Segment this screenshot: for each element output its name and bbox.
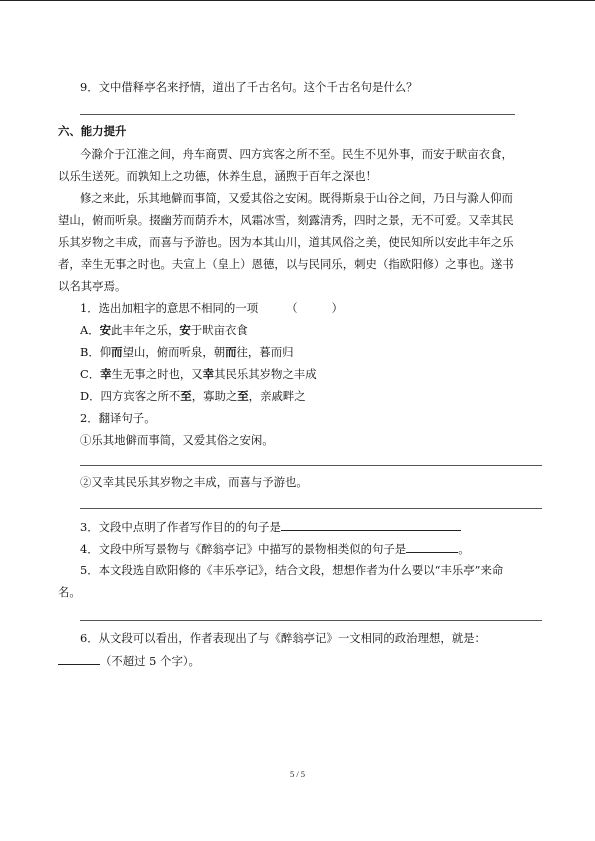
passage-line: 以乐生送死。而孰知上之功德，休养生息，涵煦于百年之深也！ bbox=[58, 169, 377, 183]
translate-sentence-2: ②又幸其民乐其岁物之丰成，而喜与予游也。 bbox=[80, 475, 308, 489]
option-d bbox=[80, 388, 306, 404]
option-b bbox=[80, 344, 293, 360]
translate-sentence-1: ①乐其地僻而事简，又爱其俗之安闲。 bbox=[80, 433, 274, 447]
question-5: 5．本文段选自欧阳修的《丰乐亭记》，结合文段，想想作者为什么要以“丰乐亭”来命 bbox=[80, 563, 504, 577]
option-text: 四方宾客之所不 bbox=[100, 389, 181, 403]
bold-char: 安 bbox=[179, 323, 191, 337]
question-4 bbox=[80, 540, 470, 557]
answer-parentheses: （ ） bbox=[286, 301, 344, 315]
section-heading: 六、能力提升 bbox=[58, 124, 127, 138]
option-text: 仰 bbox=[99, 345, 112, 359]
bold-char: 幸 bbox=[100, 367, 112, 381]
answer-line bbox=[80, 465, 542, 466]
answer-line bbox=[80, 508, 542, 509]
question-3-text: 3．文段中点明了作者写作目的的句子是 bbox=[80, 520, 281, 534]
question-9: 9．文中借释亭名来抒情，道出了千古名句。这个千古名句是什么？ bbox=[80, 80, 418, 94]
option-text: ，亲戚畔之 bbox=[248, 389, 306, 403]
option-c bbox=[80, 366, 317, 382]
option-text: 望山，俯而听泉，朝 bbox=[122, 345, 226, 359]
passage-line: 望山，俯而听泉。掇幽芳而荫乔木，风霜冰雪，刻露清秀，四时之景，无不可爱。又幸其民 bbox=[58, 213, 514, 227]
question-6-tail: （不超过 5 个字）。 bbox=[100, 654, 200, 668]
passage-line: 修之来此，乐其地僻而事简，又爱其俗之安闲。既得斯泉于山谷之间，乃日与滁人仰而 bbox=[80, 191, 513, 205]
option-a bbox=[80, 322, 248, 338]
question-3 bbox=[80, 518, 461, 535]
passage-line: 以名其亭焉。 bbox=[58, 279, 127, 293]
option-text: 于畎亩衣食 bbox=[190, 323, 248, 337]
passage-line: 今滁介于江淮之间，舟车商贾、四方宾客之所不至。民生不见外事，而安于畎亩衣食， bbox=[80, 147, 513, 161]
option-letter: B． bbox=[80, 345, 100, 359]
page-number: 5 / 5 bbox=[289, 769, 306, 779]
option-text: 往，暮而归 bbox=[236, 345, 294, 359]
option-text: 此丰年之乐， bbox=[111, 323, 180, 337]
question-1-stem: 1．选出加粗字的意思不相同的一项 bbox=[80, 301, 259, 315]
bold-char: 至 bbox=[180, 389, 192, 403]
option-text: 生无事之时也，又 bbox=[111, 367, 203, 381]
question-6-cont bbox=[58, 652, 200, 669]
question-4-end: 。 bbox=[458, 542, 470, 556]
passage-line: 者，幸生无事之时也。夫宣上（皇上）恩德，以与民同乐，刺史（指欧阳修）之事也。遂书 bbox=[58, 257, 514, 271]
question-1 bbox=[80, 300, 343, 316]
fill-blank[interactable] bbox=[281, 518, 461, 531]
bold-char: 至 bbox=[237, 389, 249, 403]
bold-char: 安 bbox=[99, 323, 112, 337]
answer-line bbox=[80, 114, 515, 115]
top-rule bbox=[0, 0, 595, 1]
bold-char: 幸 bbox=[202, 367, 215, 381]
question-6: 6．从文段可以看出，作者表现出了与《醉翁亭记》一文相同的政治理想，就是： bbox=[80, 631, 486, 645]
question-5-cont: 名。 bbox=[58, 585, 81, 599]
option-letter: A． bbox=[80, 323, 100, 337]
fill-blank[interactable] bbox=[58, 652, 100, 665]
option-text: 其民乐其岁物之丰成 bbox=[214, 367, 317, 381]
question-4-text: 4．文段中所写景物与《醉翁亭记》中描写的景物相类似的句子是 bbox=[80, 542, 407, 556]
bold-char: 而 bbox=[225, 345, 237, 359]
question-2: 2．翻译句子。 bbox=[80, 411, 156, 425]
fill-blank[interactable] bbox=[406, 540, 458, 553]
answer-line bbox=[80, 620, 542, 621]
option-letter: D． bbox=[80, 389, 101, 403]
passage-line: 乐其岁物之丰成，而喜与予游也。因为本其山川，道其风俗之美，使民知所以安此丰年之乐 bbox=[58, 235, 514, 249]
option-letter: C． bbox=[80, 367, 101, 381]
option-text: ，寡助之 bbox=[191, 389, 238, 403]
bold-char: 而 bbox=[111, 345, 123, 359]
